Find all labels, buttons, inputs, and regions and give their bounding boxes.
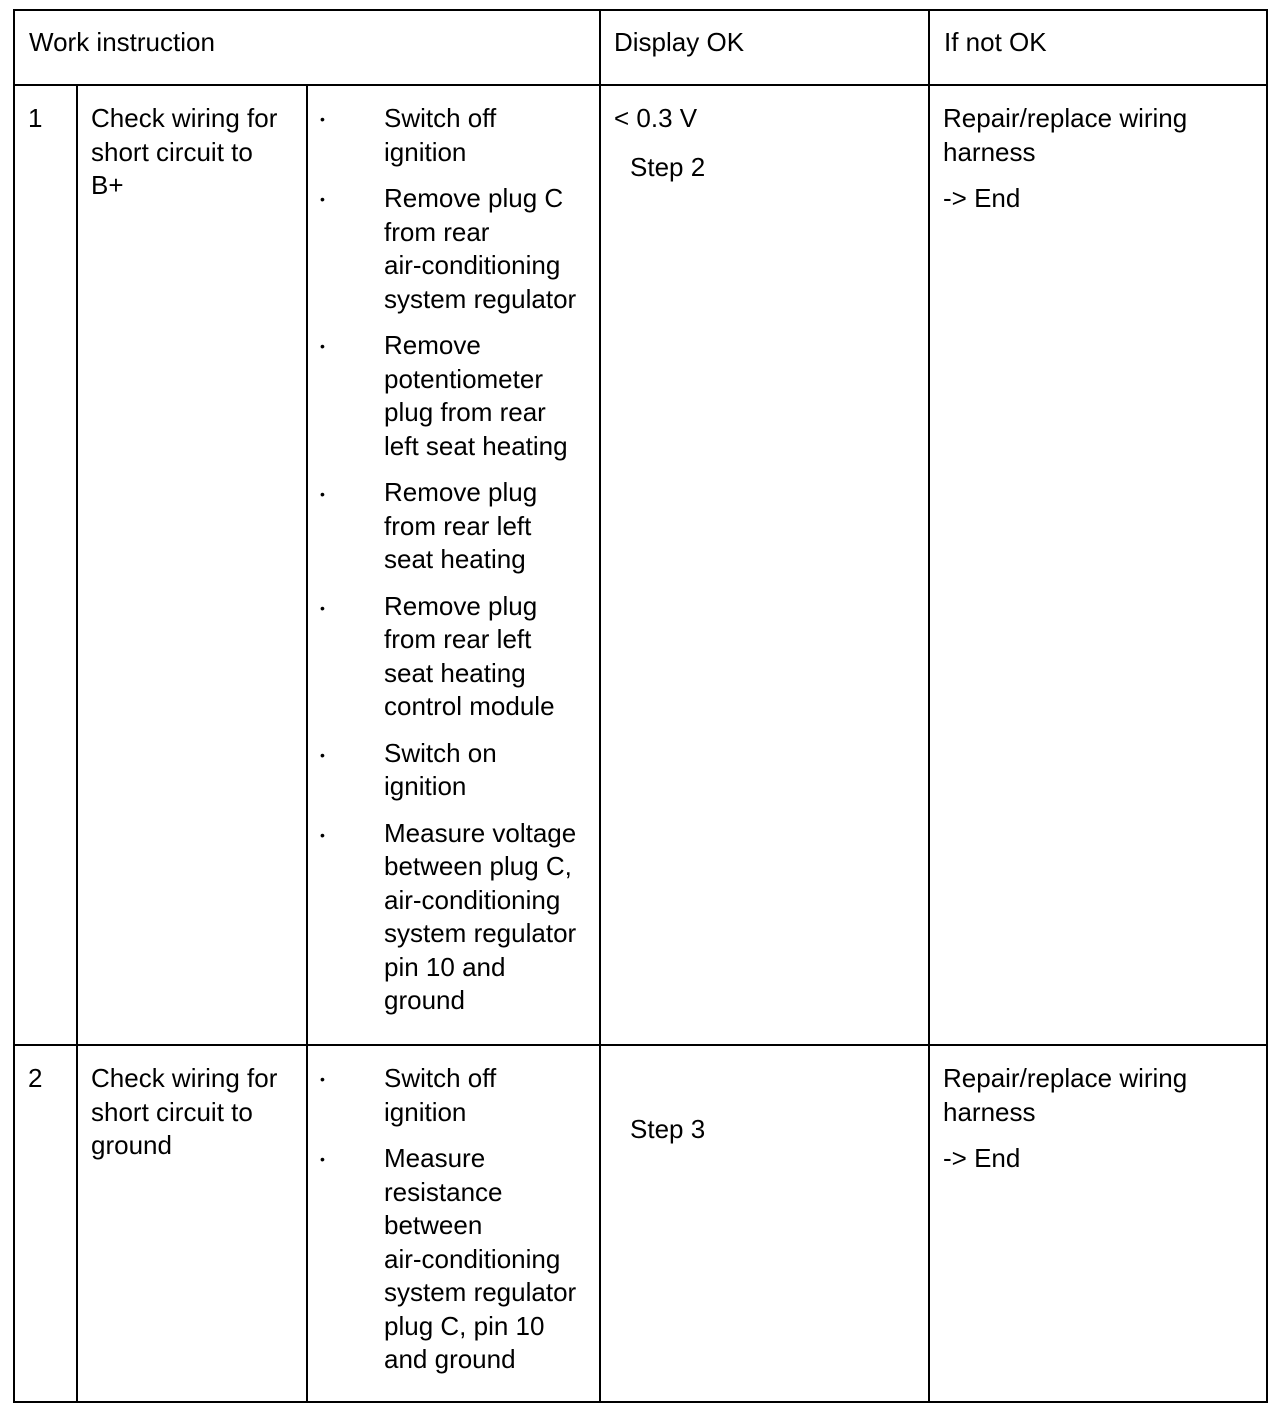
instruction-line: air-conditioning [384,884,561,915]
check-line: short circuit to [91,1096,253,1127]
instruction-line: from rear [384,216,490,247]
instruction-line: resistance [384,1176,503,1207]
bullet-icon: • [320,747,325,763]
instruction-line: from rear left [384,510,532,541]
bullet-icon: • [320,191,325,207]
col-divider-display [599,9,601,1403]
check-line: ground [91,1130,172,1160]
bullet-icon: • [320,111,325,127]
instruction-line: system regulator [384,1277,577,1307]
col-divider-notok [928,9,930,1403]
table-border-right [1266,9,1268,1403]
col-divider-check [306,84,308,1403]
instruction-line: Measure [384,1143,486,1173]
display-next-step: Step 2 [630,152,706,182]
instruction-line: control module [384,691,555,721]
if-not-ok-action [943,102,1187,216]
header-work-instruction: Work instruction [29,27,215,57]
instruction-line: left seat heating [384,430,568,461]
row-divider [13,1044,1268,1046]
action-next: -> End [943,1143,1021,1173]
instruction-line: plug C, pin 10 [384,1310,545,1341]
bullet-icon: • [320,1071,325,1087]
instruction-line: Remove plug [384,590,538,621]
check-line: short circuit to [91,136,253,167]
table-border-bottom [13,1401,1268,1403]
bullet-icon: • [320,1151,325,1167]
instruction-line: Switch off [384,1063,497,1093]
bullet-icon: • [320,338,325,354]
instruction-line: system regulator [384,283,577,314]
instruction-line: ignition [384,1096,467,1127]
instruction-line: between [384,1210,483,1240]
if-not-ok-action [943,1062,1187,1176]
instruction-line: Measure voltage [384,817,577,848]
instruction-item [384,737,576,804]
instruction-steps [384,1062,576,1377]
step-number: 1 [28,103,43,133]
header-divider [13,84,1268,86]
instruction-item [384,182,576,316]
instruction-line: system regulator [384,918,577,948]
table-border-top [13,9,1268,11]
instruction-item [384,329,576,463]
instruction-item [384,476,576,577]
display-next-step: Step 3 [630,1114,706,1144]
instruction-line: ignition [384,136,467,167]
instruction-item [384,1142,576,1377]
instruction-line: Remove plug [384,477,538,507]
check-line: Check wiring for [91,103,278,133]
instruction-line: air-conditioning [384,250,561,280]
instruction-line: Remove [384,330,481,360]
table-border-left [13,9,15,1403]
instruction-line: Switch on [384,737,497,768]
instruction-steps [384,102,576,1018]
check-description [91,102,277,203]
instruction-line: Remove plug C [384,183,564,213]
instruction-item [384,102,576,169]
instruction-line: between plug C, [384,851,572,881]
instruction-line: plug from rear [384,397,546,427]
bullet-icon: • [320,600,325,616]
action-next: -> End [943,183,1021,213]
header-if-not-ok: If not OK [944,27,1047,57]
instruction-line: air-conditioning [384,1243,561,1274]
action-line: harness [943,136,1036,167]
instruction-line: potentiometer [384,363,543,394]
instruction-line: ground [384,985,465,1015]
col-divider-number [76,84,78,1403]
instruction-line: seat heating [384,544,526,574]
action-line: Repair/replace wiring [943,103,1188,133]
display-value: < 0.3 V [614,103,698,133]
instruction-item [384,590,576,724]
action-line: Repair/replace wiring [943,1063,1188,1093]
instruction-item [384,1062,576,1129]
action-line: harness [943,1096,1036,1127]
check-line: B+ [91,170,124,200]
instruction-line: Switch off [384,103,497,133]
instruction-line: and ground [384,1344,516,1374]
instruction-line: seat heating [384,657,526,688]
instruction-line: pin 10 and [384,951,506,982]
header-display-ok: Display OK [614,27,745,57]
instruction-line: ignition [384,771,467,801]
bullet-icon: • [320,827,325,843]
step-number: 2 [28,1063,43,1093]
check-line: Check wiring for [91,1063,278,1093]
check-description [91,1062,277,1163]
instruction-item [384,817,576,1018]
instruction-line: from rear left [384,624,532,654]
bullet-icon: • [320,486,325,502]
